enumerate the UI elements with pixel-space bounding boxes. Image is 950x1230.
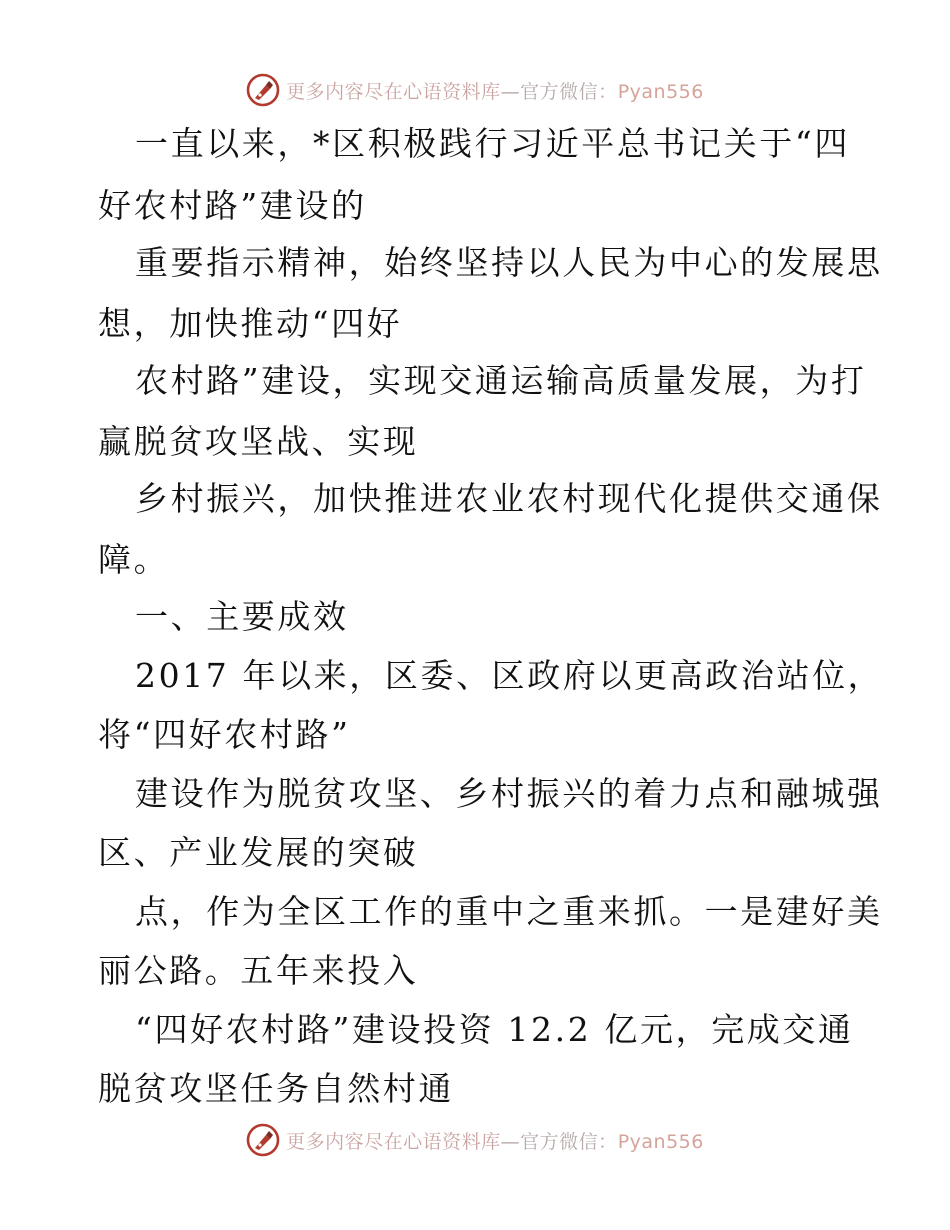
paragraph-line: 重要指示精神，始终坚持以人民为中心的发展思 [135, 243, 883, 282]
banner-account-id: Pyan556 [617, 1130, 704, 1153]
paragraph-line: 障。 [98, 540, 170, 579]
paragraph-line: 2017 年以来，区委、区政府以更高政治站位， [135, 656, 884, 695]
paragraph-line: 想，加快推动“四好 [98, 304, 403, 343]
banner-text [286, 77, 704, 104]
paragraph-line: 将“四好农村路” [98, 715, 351, 754]
paragraph-line: 脱贫攻坚任务自然村通 [98, 1069, 454, 1108]
header-banner [0, 70, 950, 110]
paragraph-line: 农村路”建设，实现交通运输高质量发展，为打 [135, 361, 867, 400]
banner-separator: — [500, 80, 521, 103]
paragraph-line: 一直以来，*区积极践行习近平总书记关于“四 [135, 124, 850, 163]
banner-official-label: 官方微信： [520, 1130, 618, 1153]
paragraph-line: 区、产业发展的突破 [98, 833, 419, 872]
banner-site-text: 更多内容尽在心语资料库 [286, 1130, 501, 1153]
banner-text [286, 1127, 704, 1154]
paragraph-line: 赢脱贫攻坚战、实现 [98, 422, 419, 461]
fountain-pen-logo-icon [246, 73, 280, 107]
footer-banner [0, 1120, 950, 1160]
fountain-pen-logo-icon [246, 1123, 280, 1157]
banner-separator: — [500, 1130, 521, 1153]
banner-official-label: 官方微信： [520, 80, 618, 103]
paragraph-line: 点，作为全区工作的重中之重来抓。一是建好美 [135, 892, 883, 931]
banner-account-id: Pyan556 [617, 80, 704, 103]
paragraph-line: 乡村振兴，加快推进农业农村现代化提供交通保 [135, 479, 883, 518]
paragraph-line: 好农村路”建设的 [98, 186, 367, 225]
paragraph-line: 丽公路。五年来投入 [98, 951, 419, 990]
banner-site-text: 更多内容尽在心语资料库 [286, 80, 501, 103]
section-heading: 一、主要成效 [135, 597, 349, 636]
paragraph-line: “四好农村路”建设投资 12.2 亿元，完成交通 [135, 1010, 854, 1049]
paragraph-line: 建设作为脱贫攻坚、乡村振兴的着力点和融城强 [135, 774, 883, 813]
